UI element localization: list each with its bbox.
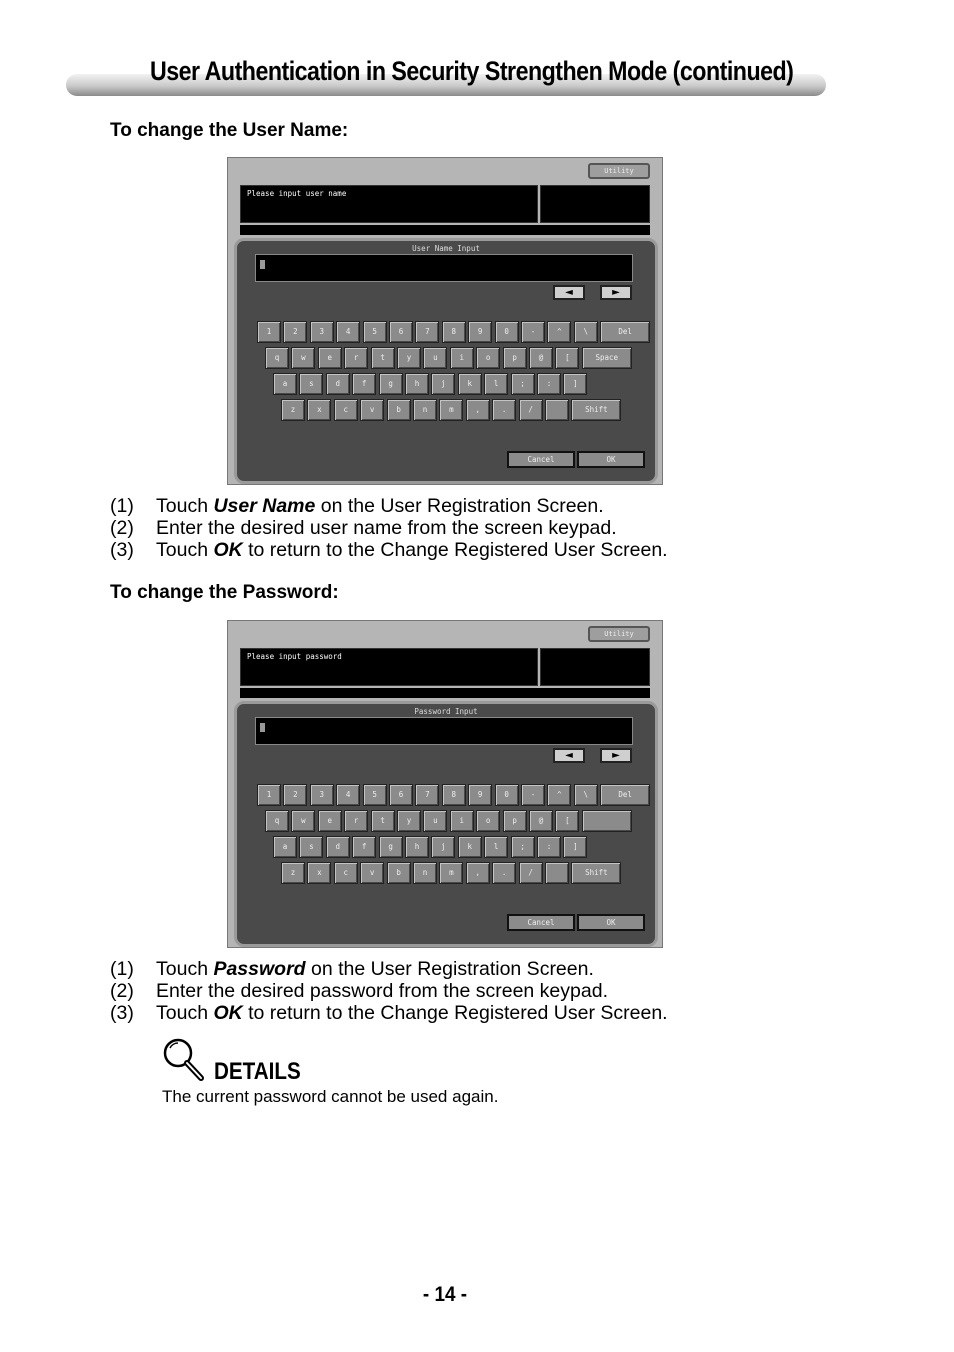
key-semicolon[interactable]: ; <box>511 836 535 858</box>
key-9[interactable]: 9 <box>468 321 492 343</box>
key-t[interactable]: t <box>371 347 395 369</box>
step-text-post: to return to the Change Registered User Screen. <box>242 539 668 561</box>
key-c[interactable]: c <box>334 399 358 421</box>
step-text-pre: Touch <box>156 539 214 561</box>
key-x[interactable]: x <box>307 399 331 421</box>
key-p[interactable]: p <box>503 347 527 369</box>
key-v[interactable]: v <box>360 862 384 884</box>
key-v[interactable]: v <box>360 399 384 421</box>
step-item <box>110 980 668 1002</box>
key-g[interactable]: g <box>379 373 403 395</box>
key-blank[interactable] <box>545 862 569 884</box>
step-text-pre: Enter the desired password from the screen keypad. <box>156 980 608 1002</box>
step-text <box>156 1002 668 1024</box>
key-j[interactable]: j <box>431 373 455 395</box>
input-panel <box>234 701 658 947</box>
password-steps <box>110 958 668 1024</box>
key-w[interactable]: w <box>291 810 315 832</box>
step-number: (1) <box>110 958 134 980</box>
key-d[interactable]: d <box>326 373 350 395</box>
cancel-button[interactable]: Cancel <box>507 914 575 931</box>
step-text <box>156 495 604 517</box>
key-rbracket[interactable]: ] <box>563 373 587 395</box>
key-x[interactable]: x <box>307 862 331 884</box>
key-6[interactable]: 6 <box>389 784 413 806</box>
key-at[interactable]: @ <box>529 810 553 832</box>
message-strip <box>240 225 650 235</box>
utility-button[interactable]: Utility <box>588 626 650 642</box>
message-area: Please input password <box>240 648 538 686</box>
key-slash[interactable]: / <box>519 862 543 884</box>
step-number: (2) <box>110 980 134 1002</box>
key-i[interactable]: i <box>450 810 474 832</box>
key-g[interactable]: g <box>379 836 403 858</box>
details-text: The current password cannot be used again. <box>162 1087 499 1106</box>
key-2[interactable]: 2 <box>283 784 307 806</box>
message-aux-area <box>540 648 650 686</box>
key-lbracket[interactable]: [ <box>555 347 579 369</box>
key-o[interactable]: o <box>476 347 500 369</box>
key-slash[interactable]: / <box>519 399 543 421</box>
user-name-steps <box>110 495 668 561</box>
key-minus[interactable]: - <box>521 321 545 343</box>
key-2[interactable]: 2 <box>283 321 307 343</box>
key-q[interactable]: q <box>265 810 289 832</box>
step-text <box>156 958 594 980</box>
key-k[interactable]: k <box>458 836 482 858</box>
key-l[interactable]: l <box>484 836 508 858</box>
key-z[interactable]: z <box>281 399 305 421</box>
cursor-left-button[interactable]: ◄ <box>553 285 585 300</box>
step-text-post: on the User Registration Screen. <box>315 495 604 517</box>
key-o[interactable]: o <box>476 810 500 832</box>
key-n[interactable]: n <box>413 399 437 421</box>
text-entry-field[interactable] <box>255 254 633 282</box>
key-del[interactable]: Del <box>600 784 650 806</box>
key-colon[interactable]: : <box>537 373 561 395</box>
key-3[interactable]: 3 <box>310 784 334 806</box>
key-h[interactable]: h <box>405 836 429 858</box>
message-aux-area <box>540 185 650 223</box>
panel-title: User Name Input <box>412 244 480 253</box>
step-text <box>156 539 668 561</box>
user-name-input-screen <box>227 157 663 485</box>
step-number: (3) <box>110 1002 134 1024</box>
key-p[interactable]: p <box>503 810 527 832</box>
key-f[interactable]: f <box>352 373 376 395</box>
key-m[interactable]: m <box>439 862 463 884</box>
cursor-left-button[interactable]: ◄ <box>553 748 585 763</box>
key-comma[interactable]: , <box>466 399 490 421</box>
key-1[interactable]: 1 <box>257 321 281 343</box>
key-9[interactable]: 9 <box>468 784 492 806</box>
step-number: (1) <box>110 495 134 517</box>
step-text-pre: Touch <box>156 1002 214 1024</box>
key-y[interactable]: y <box>397 810 421 832</box>
key-lbracket[interactable]: [ <box>555 810 579 832</box>
step-text-pre: Touch <box>156 495 214 517</box>
password-input-screen <box>227 620 663 948</box>
key-k[interactable]: k <box>458 373 482 395</box>
text-cursor <box>260 260 265 269</box>
step-item <box>110 517 668 539</box>
key-s[interactable]: s <box>299 836 323 858</box>
key-m[interactable]: m <box>439 399 463 421</box>
key-u[interactable]: u <box>423 810 447 832</box>
key-y[interactable]: y <box>397 347 421 369</box>
step-item <box>110 539 668 561</box>
section-heading-password: To change the Password: <box>110 582 339 603</box>
key-l[interactable]: l <box>484 373 508 395</box>
key-b[interactable]: b <box>387 862 411 884</box>
key-d[interactable]: d <box>326 836 350 858</box>
key-f[interactable]: f <box>352 836 376 858</box>
step-item <box>110 495 668 517</box>
key-u[interactable]: u <box>423 347 447 369</box>
ok-button[interactable]: OK <box>577 914 645 931</box>
utility-button[interactable]: Utility <box>588 163 650 179</box>
key-5[interactable]: 5 <box>363 321 387 343</box>
key-r[interactable]: r <box>344 810 368 832</box>
ok-button[interactable]: OK <box>577 451 645 468</box>
key-minus[interactable]: - <box>521 784 545 806</box>
key-0[interactable]: 0 <box>495 321 519 343</box>
step-number: (2) <box>110 517 134 539</box>
key-1[interactable]: 1 <box>257 784 281 806</box>
step-emphasis: OK <box>213 539 243 561</box>
text-cursor <box>260 723 265 732</box>
details-label: DETAILS <box>214 1058 301 1085</box>
key-6[interactable]: 6 <box>389 321 413 343</box>
section-heading-user-name: To change the User Name: <box>110 120 349 141</box>
input-panel <box>234 238 658 484</box>
step-text <box>156 980 608 1002</box>
key-3[interactable]: 3 <box>310 321 334 343</box>
key-shift[interactable]: Shift <box>571 399 621 421</box>
text-entry-field[interactable] <box>255 717 633 745</box>
key-z[interactable]: z <box>281 862 305 884</box>
key-caret[interactable]: ^ <box>547 784 571 806</box>
step-emphasis: User Name <box>213 495 316 517</box>
key-s[interactable]: s <box>299 373 323 395</box>
key-del[interactable]: Del <box>600 321 650 343</box>
key-blank[interactable] <box>582 810 632 832</box>
key-semicolon[interactable]: ; <box>511 373 535 395</box>
key-i[interactable]: i <box>450 347 474 369</box>
step-number: (3) <box>110 539 134 561</box>
key-8[interactable]: 8 <box>442 784 466 806</box>
key-j[interactable]: j <box>431 836 455 858</box>
step-emphasis: Password <box>213 958 306 980</box>
key-period[interactable]: . <box>492 862 516 884</box>
key-at[interactable]: @ <box>529 347 553 369</box>
step-text-pre: Enter the desired user name from the screen keypad. <box>156 517 617 539</box>
title-banner <box>66 54 826 98</box>
key-h[interactable]: h <box>405 373 429 395</box>
key-q[interactable]: q <box>265 347 289 369</box>
cancel-button[interactable]: Cancel <box>507 451 575 468</box>
key-r[interactable]: r <box>344 347 368 369</box>
magnifier-icon <box>160 1036 206 1082</box>
key-w[interactable]: w <box>291 347 315 369</box>
key-7[interactable]: 7 <box>415 784 439 806</box>
key-c[interactable]: c <box>334 862 358 884</box>
key-caret[interactable]: ^ <box>547 321 571 343</box>
step-text <box>156 517 617 539</box>
key-4[interactable]: 4 <box>336 784 360 806</box>
key-0[interactable]: 0 <box>495 784 519 806</box>
key-rbracket[interactable]: ] <box>563 836 587 858</box>
key-space[interactable]: Space <box>582 347 632 369</box>
cursor-right-button[interactable]: ► <box>600 748 632 763</box>
step-item <box>110 1002 668 1024</box>
key-backslash[interactable]: \ <box>574 321 598 343</box>
cursor-right-button[interactable]: ► <box>600 285 632 300</box>
step-text-post: on the User Registration Screen. <box>305 958 594 980</box>
key-a[interactable]: a <box>273 373 297 395</box>
panel-title: Password Input <box>414 707 478 716</box>
step-text-post: to return to the Change Registered User Screen. <box>242 1002 668 1024</box>
message-area: Please input user name <box>240 185 538 223</box>
key-period[interactable]: . <box>492 399 516 421</box>
key-5[interactable]: 5 <box>363 784 387 806</box>
key-e[interactable]: e <box>318 347 342 369</box>
key-t[interactable]: t <box>371 810 395 832</box>
step-text-pre: Touch <box>156 958 214 980</box>
step-emphasis: OK <box>213 1002 243 1024</box>
key-backslash[interactable]: \ <box>574 784 598 806</box>
key-b[interactable]: b <box>387 399 411 421</box>
key-7[interactable]: 7 <box>415 321 439 343</box>
key-n[interactable]: n <box>413 862 437 884</box>
key-4[interactable]: 4 <box>336 321 360 343</box>
page-number: - 14 - <box>422 1283 468 1306</box>
key-a[interactable]: a <box>273 836 297 858</box>
key-blank[interactable] <box>545 399 569 421</box>
message-strip <box>240 688 650 698</box>
key-8[interactable]: 8 <box>442 321 466 343</box>
key-shift[interactable]: Shift <box>571 862 621 884</box>
key-comma[interactable]: , <box>466 862 490 884</box>
page-title: User Authentication in Security Strengthen Mode (continued) <box>150 56 794 86</box>
key-colon[interactable]: : <box>537 836 561 858</box>
key-e[interactable]: e <box>318 810 342 832</box>
step-item <box>110 958 668 980</box>
